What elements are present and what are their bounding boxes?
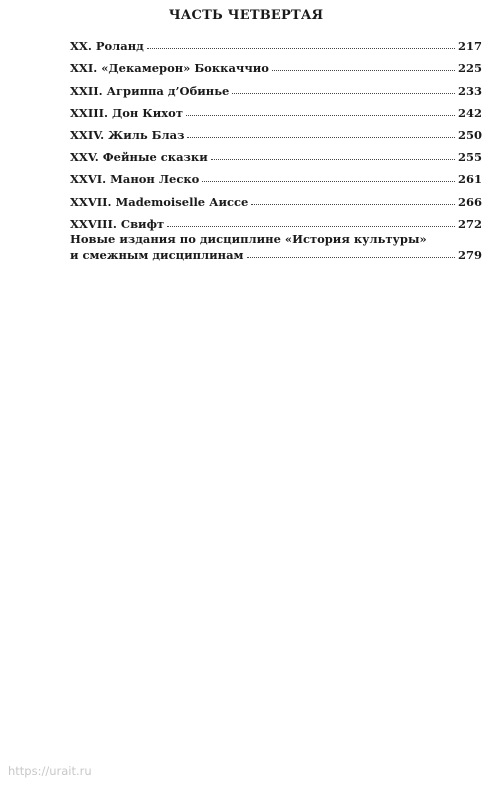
dot-leader bbox=[202, 181, 455, 182]
dot-leader bbox=[247, 257, 455, 258]
toc-entry-new-editions[interactable] bbox=[70, 232, 482, 262]
toc-entry-label: XXVIII. Свифт bbox=[70, 216, 165, 231]
toc-entry[interactable] bbox=[70, 164, 482, 186]
toc-entry-page: 250 bbox=[457, 127, 482, 142]
toc-entry-page: 217 bbox=[457, 39, 482, 54]
toc-entry[interactable] bbox=[70, 53, 482, 75]
table-of-contents bbox=[70, 31, 482, 262]
dot-leader bbox=[211, 159, 455, 160]
toc-entry-page: 255 bbox=[457, 150, 482, 165]
dot-leader bbox=[167, 226, 455, 227]
dot-leader bbox=[147, 48, 455, 49]
toc-entry-label: XXI. «Декамерон» Боккаччио bbox=[70, 61, 269, 76]
dot-leader bbox=[272, 70, 455, 71]
dot-leader bbox=[186, 115, 455, 116]
toc-entry-label: XXV. Фейные сказки bbox=[70, 150, 208, 165]
toc-entry-label: XX. Роланд bbox=[70, 39, 144, 54]
toc-entry-page: 233 bbox=[457, 83, 482, 98]
toc-entry[interactable] bbox=[70, 31, 482, 53]
toc-entry-page: 261 bbox=[457, 172, 482, 187]
toc-entry[interactable] bbox=[70, 98, 482, 120]
dot-leader bbox=[251, 204, 455, 205]
toc-entry-page: 266 bbox=[457, 194, 482, 209]
dot-leader bbox=[232, 93, 455, 94]
toc-entry[interactable] bbox=[70, 75, 482, 97]
toc-entry-label: XXIV. Жиль Блаз bbox=[70, 127, 185, 142]
toc-entry-label: XXVII. Mademoiselle Аиссе bbox=[70, 194, 249, 209]
toc-entry-label: XXVI. Манон Леско bbox=[70, 172, 200, 187]
toc-entry-page: 242 bbox=[457, 105, 482, 120]
toc-entry-page: 225 bbox=[457, 61, 482, 76]
dot-leader bbox=[187, 137, 455, 138]
toc-entry[interactable] bbox=[70, 120, 482, 142]
toc-entry[interactable] bbox=[70, 209, 482, 231]
toc-entry-label-line1: Новые издания по дисциплине «История культуры» bbox=[70, 231, 427, 246]
toc-entry-label-line2: и смежным дисциплинам bbox=[70, 247, 244, 262]
watermark-url: https://urait.ru bbox=[8, 764, 92, 778]
toc-entry-page: 279 bbox=[457, 247, 482, 262]
toc-entry-label: XXIII. Дон Кихот bbox=[70, 105, 183, 120]
section-title: ЧАСТЬ ЧЕТВЕРТАЯ bbox=[168, 8, 324, 23]
toc-entry-label: XXII. Агриппа д’Обинье bbox=[70, 83, 230, 98]
toc-entry[interactable] bbox=[70, 142, 482, 164]
toc-entry[interactable] bbox=[70, 186, 482, 208]
toc-entry-page: 272 bbox=[457, 216, 482, 231]
toc-entry-line2-row bbox=[70, 247, 482, 262]
